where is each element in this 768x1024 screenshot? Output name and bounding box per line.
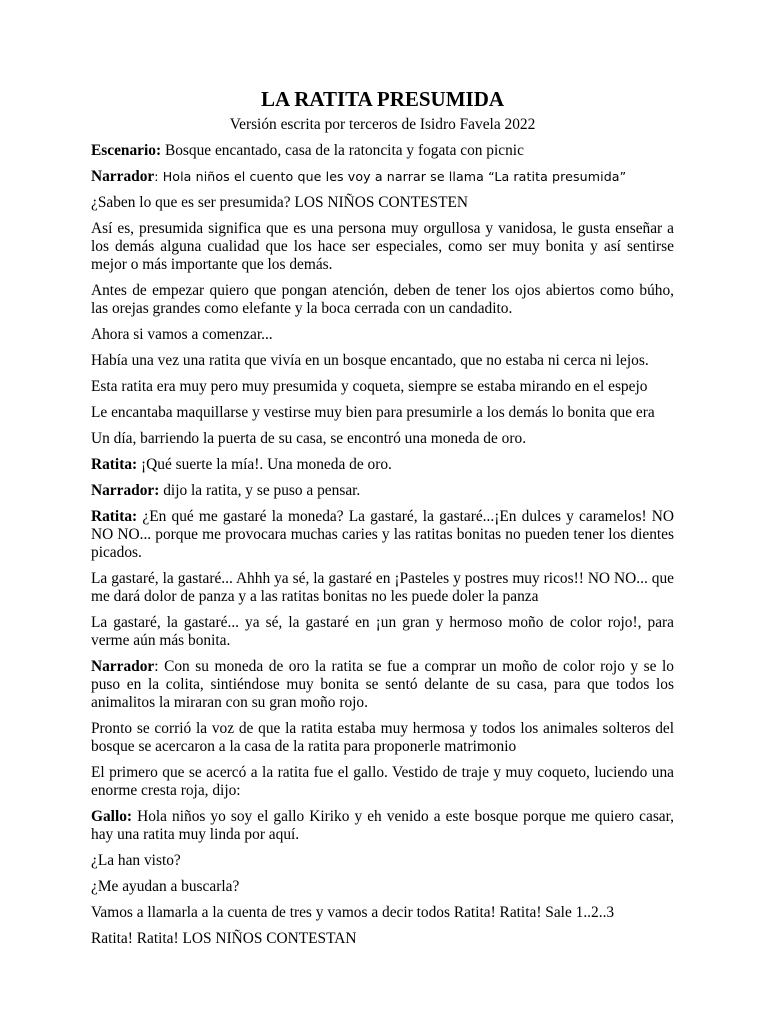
gallo-text: Hola niños yo soy el gallo Kiriko y eh venido a este bosque porque me quiero casar, hay una ratita muy linda por aquí. xyxy=(91,808,674,843)
narrador-label: Narrador xyxy=(91,658,155,675)
escenario-text: Bosque encantado, casa de la ratoncita y fogata con picnic xyxy=(161,142,524,159)
escenario-label: Escenario: xyxy=(91,142,162,159)
paragraph: La gastaré, la gastaré... ya sé, la gastaré en ¡un gran y hermoso moño de color rojo!, para verme aún más bonita. xyxy=(91,614,674,649)
ratita-line-1 xyxy=(91,456,674,474)
paragraph: ¿La han visto? xyxy=(91,852,181,869)
gallo-line xyxy=(91,808,674,844)
paragraph: Le encantaba maquillarse y vestirse muy bien para presumirle a los demás lo bonita que era xyxy=(91,404,655,421)
narrador-label: Narrador xyxy=(91,168,155,185)
document-body xyxy=(91,86,674,956)
paragraph: Ratita! Ratita! LOS NIÑOS CONTESTAN xyxy=(91,930,357,947)
document-title: LA RATITA PRESUMIDA xyxy=(260,87,505,111)
narrador-text: : Con su moneda de oro la ratita se fue a comprar un moño de color rojo y se lo puso en la colita, sintiéndose muy bonita se sentó delante de su casa, para que todos los animalitos la miraran con su gran moño rojo. xyxy=(91,658,674,711)
paragraph: Ahora si vamos a comenzar... xyxy=(91,326,273,343)
paragraph: La gastaré, la gastaré... Ahhh ya sé, la gastaré en ¡Pasteles y postres muy ricos!! NO NO... que me dará dolor de panza y a las ratitas bonitas no les puede doler la panza xyxy=(91,570,674,605)
ratita-text: ¿En qué me gastaré la moneda? La gastaré, la gastaré...¡En dulces y caramelos! NO NO NO... porque me provocara muchas caries y las ratitas bonitas no pueden tener los dientes picados. xyxy=(91,508,674,561)
paragraph: El primero que se acercó a la ratita fue el gallo. Vestido de traje y muy coqueto, luciendo una enorme cresta roja, dijo: xyxy=(91,764,674,799)
ratita-label: Ratita: xyxy=(91,508,138,525)
paragraph: Había una vez una ratita que vivía en un bosque encantado, que no estaba ni cerca ni lejos. xyxy=(91,352,649,369)
gallo-label: Gallo: xyxy=(91,808,133,825)
narrador-intro-paragraph xyxy=(91,168,674,186)
narrador-intro-text: : Hola niños el cuento que les voy a narrar se llama “La ratita presumida” xyxy=(154,169,627,184)
ratita-text: ¡Qué suerte la mía!. Una moneda de oro. xyxy=(137,456,392,473)
paragraph: Antes de empezar quiero que pongan atención, deben de tener los ojos abiertos como búho, las orejas grandes como elefante y la boca cerrada con un candadito. xyxy=(91,282,674,317)
narrador-label: Narrador: xyxy=(91,482,160,499)
paragraph: Vamos a llamarla a la cuenta de tres y vamos a decir todos Ratita! Ratita! Sale 1..2..3 xyxy=(91,904,615,921)
paragraph: ¿Me ayudan a buscarla? xyxy=(91,878,240,895)
paragraph: Pronto se corrió la voz de que la ratita estaba muy hermosa y todos los animales solteros del bosque se acercaron a la casa de la ratita para proponerle matrimonio xyxy=(91,720,674,755)
paragraph: Un día, barriendo la puerta de su casa, se encontró una moneda de oro. xyxy=(91,430,527,447)
document-subtitle: Versión escrita por terceros de Isidro Favela 2022 xyxy=(229,116,536,133)
narrador-text: dijo la ratita, y se puso a pensar. xyxy=(159,482,361,499)
narrador-line-2 xyxy=(91,482,674,500)
ratita-line-2 xyxy=(91,508,674,562)
paragraph: ¿Saben lo que es ser presumida? LOS NIÑOS CONTESTEN xyxy=(91,194,469,211)
paragraph: Esta ratita era muy pero muy presumida y coqueta, siempre se estaba mirando en el espejo xyxy=(91,378,648,395)
paragraph: Así es, presumida significa que es una persona muy orgullosa y vanidosa, le gusta enseñar a los demás alguna cualidad que los hace ser especiales, como ser muy bonita y así sentirse mejor o más importante que los demás. xyxy=(91,220,674,273)
narrador-line-3 xyxy=(91,658,674,712)
escenario-paragraph xyxy=(91,142,674,160)
ratita-label: Ratita: xyxy=(91,456,138,473)
